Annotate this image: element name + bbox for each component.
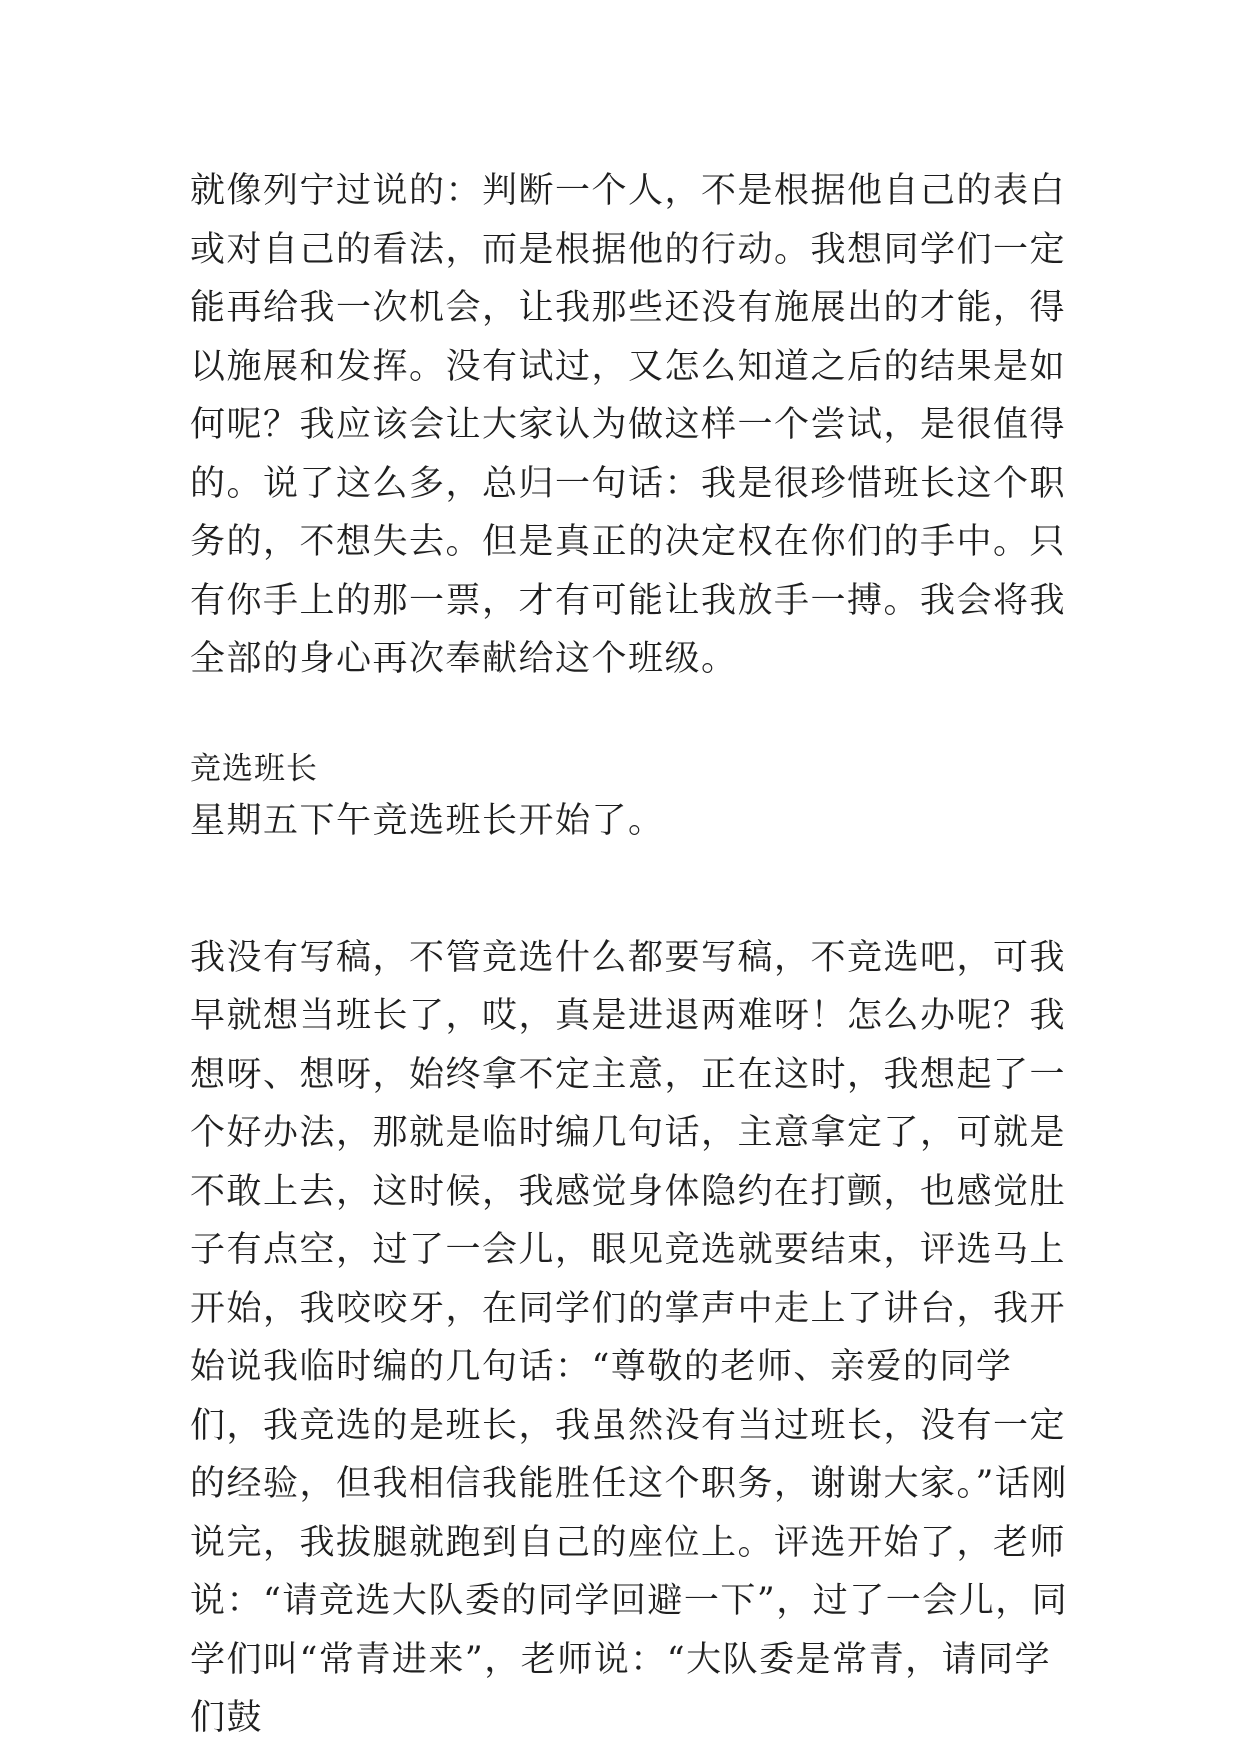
section-heading: 竞选班长: [190, 750, 318, 787]
paragraph-lenin-quote: 就像列宁过说的：判断一个人，不是根据他自己的表白或对自己的看法，而是根据他的行动。我想同学们一定能再给我一次机会，让我那些还没有施展出的才能，得以施展和发挥。没有试过，又怎么知道之后的结果是如何呢？我应该会让大家认为做这样一个尝试，是很值得的。说了这么多，总归一句话：我是很珍惜班长这个职务的，不想失去。但是真正的决定权在你们的手中。只有你手上的那一票，才有可能让我放手一搏。我会将我全部的身心再次奉献给这个班级。: [190, 171, 1067, 679]
section-intro-line: 星期五下午竞选班长开始了。: [190, 800, 665, 841]
document-body: [190, 162, 1072, 1748]
paragraph-election-story: 我没有写稿，不管竞选什么都要写稿，不竞选吧，可我早就想当班长了，哎，真是进退两难呀！怎么办呢？我想呀、想呀，始终拿不定主意，正在这时，我想起了一个好办法，那就是临时编几句话，主意拿定了，可就是不敢上去，这时候，我感觉身体隐约在打颤，也感觉肚子有点空，过了一会儿，眼见竞选就要结束，评选马上开始，我咬咬牙，在同学们的掌声中走上了讲台，我开始说我临时编的几句话：“尊敬的老师、亲爱的同学们，我竞选的是班长，我虽然没有当过班长，没有一定的经验，但我相信我能胜任这个职务，谢谢大家。”话刚说完，我拔腿就跑到自己的座位上。评选开始了，老师说：“请竞选大队委的同学回避一下”，过了一会儿，同学们叫“常青进来”，老师说：“大队委是常青，请同学们鼓: [190, 937, 1069, 1738]
